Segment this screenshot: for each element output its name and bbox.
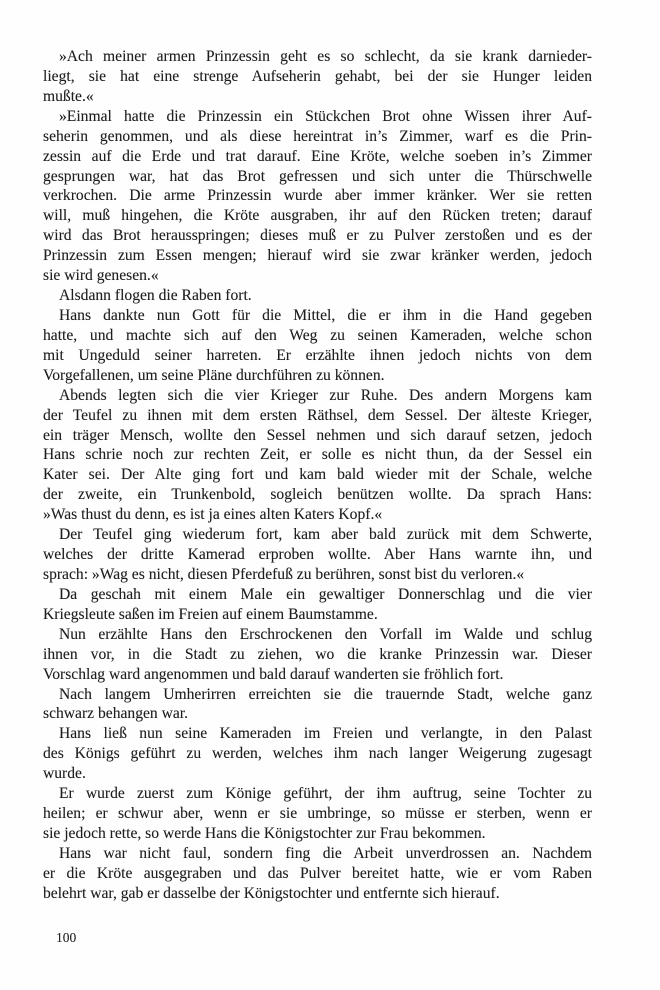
paragraph	[43, 107, 592, 286]
paragraph	[43, 286, 592, 306]
text-line: sprach: »Wag es nicht, diesen Pferdefuß zu berühren, sonst bist du verloren.«	[43, 565, 525, 583]
paragraph	[43, 625, 592, 685]
text-line: Abends legten sich die vier Krieger zur Ruhe. Des andern Morgens kam	[59, 386, 592, 404]
paragraph	[43, 784, 592, 844]
text-line: er die Kröte ausgegraben und das Pulver bereitet hatte, wie er vom Raben	[43, 864, 592, 882]
text-line: »Einmal hatte die Prinzessin ein Stückchen Brot ohne Wissen ihrer Auf-	[59, 107, 592, 125]
text-line: Nach langem Umherirren erreichten sie die trauernde Stadt, welche ganz	[59, 685, 592, 703]
text-line: »Ach meiner armen Prinzessin geht es so schlecht, da sie krank darnieder-	[59, 48, 592, 65]
text-line: wird das Brot herausspringen; dieses muß er zu Pulver zerstoßen und es der	[43, 227, 592, 245]
text-line: der zweite, ein Trunkenbold, sogleich benützen wollte. Da sprach Hans:	[43, 486, 592, 504]
text-line: ihnen vor, in die Stadt zu ziehen, wo die kranke Prinzessin war. Dieser	[43, 645, 592, 663]
text-line: seherin genommen, und als diese hereintrat in’s Zimmer, warf es die Prin-	[43, 127, 592, 145]
text-line: gesprungen war, hat das Brot gefressen und sich unter die Thürschwelle	[43, 167, 592, 185]
text-line: zessin auf die Erde und trat darauf. Eine Kröte, welche soeben in’s Zimmer	[43, 147, 592, 165]
text-line: will, muß hingehen, die Kröte ausgraben, ihr auf den Rücken treten; darauf	[43, 207, 592, 225]
paragraph	[43, 844, 592, 904]
paragraph	[43, 47, 592, 107]
text-line: mußte.«	[43, 87, 94, 105]
text-line: Alsdann flogen die Raben fort.	[59, 287, 252, 305]
text-line: mit Ungeduld seiner harreten. Er erzählte ihnen jedoch nichts von dem	[43, 346, 592, 364]
text-line: Hans ließ nun seine Kameraden im Freien und verlangte, in den Palast	[59, 725, 592, 743]
paragraph	[43, 724, 592, 784]
text-line: Der Teufel ging wiederum fort, kam aber bald zurück mit dem Schwerte,	[59, 526, 592, 544]
text-line: des Königs geführt zu werden, welches ihm nach langer Weigerung zugesagt	[43, 745, 592, 763]
text-line: hatte, und machte sich auf den Weg zu seinen Kameraden, welche schon	[43, 326, 592, 344]
text-line: Hans schrie noch zur rechten Zeit, er solle es nicht thun, da der Sessel ein	[43, 446, 592, 464]
text-line: Vorschlag ward angenommen und bald darauf wanderten sie fröhlich fort.	[43, 665, 504, 683]
text-line: verkrochen. Die arme Prinzessin wurde aber immer kränker. Wer sie retten	[43, 187, 592, 205]
text-line: Nun erzählte Hans den Erschrockenen den Vorfall im Walde und schlug	[59, 625, 592, 643]
paragraph	[43, 685, 592, 725]
paragraph	[43, 585, 592, 625]
text-line: »Was thust du denn, es ist ja eines alten Katers Kopf.«	[43, 506, 383, 524]
text-line: sie jedoch rette, so werde Hans die Königstochter zur Frau bekommen.	[43, 824, 486, 842]
text-line: liegt, sie hat eine strenge Aufseherin gehabt, bei der sie Hunger leiden	[43, 67, 592, 85]
paragraph	[43, 306, 592, 386]
text-line: schwarz behangen war.	[43, 705, 189, 723]
text-line: Vorgefallenen, um seine Pläne durchführen zu können.	[43, 366, 385, 384]
text-line: belehrt war, gab er dasselbe der Königstochter und entfernte sich hierauf.	[43, 884, 500, 902]
text-line: Hans dankte nun Gott für die Mittel, die er ihm in die Hand gegeben	[59, 306, 592, 324]
text-line: wurde.	[43, 765, 86, 783]
text-line: Er wurde zuerst zum Könige geführt, der ihm auftrug, seine Tochter zu	[59, 785, 592, 803]
body-text	[43, 47, 592, 904]
text-line: der Teufel zu ihnen mit dem ersten Räthsel, dem Sessel. Der älteste Krieger,	[43, 406, 592, 424]
paragraph	[43, 525, 592, 585]
text-line: Hans war nicht faul, sondern fing die Arbeit unverdrossen an. Nachdem	[59, 844, 592, 862]
text-line: Da geschah mit einem Male ein gewaltiger Donnerschlag und die vier	[59, 585, 592, 603]
text-line: heilen; er schwur aber, wenn er sie umbringe, so müsse er sterben, wenn er	[43, 805, 592, 823]
text-line: ein träger Mensch, wollte den Sessel nehmen und sich darauf setzen, jedoch	[43, 426, 592, 444]
text-line: Prinzessin zum Essen mengen; hierauf wird sie zwar kränker werden, jedoch	[43, 247, 592, 265]
text-line: welches der dritte Kamerad erproben wollte. Aber Hans warnte ihn, und	[43, 546, 592, 564]
text-line: Kriegsleute saßen im Freien auf einem Baumstamme.	[43, 605, 378, 623]
page-number: 100	[56, 930, 77, 945]
text-line: sie wird genesen.«	[43, 267, 159, 285]
paragraph	[43, 386, 592, 525]
text-line: Kater sei. Der Alte ging fort und kam bald wieder mit der Schale, welche	[43, 466, 592, 484]
